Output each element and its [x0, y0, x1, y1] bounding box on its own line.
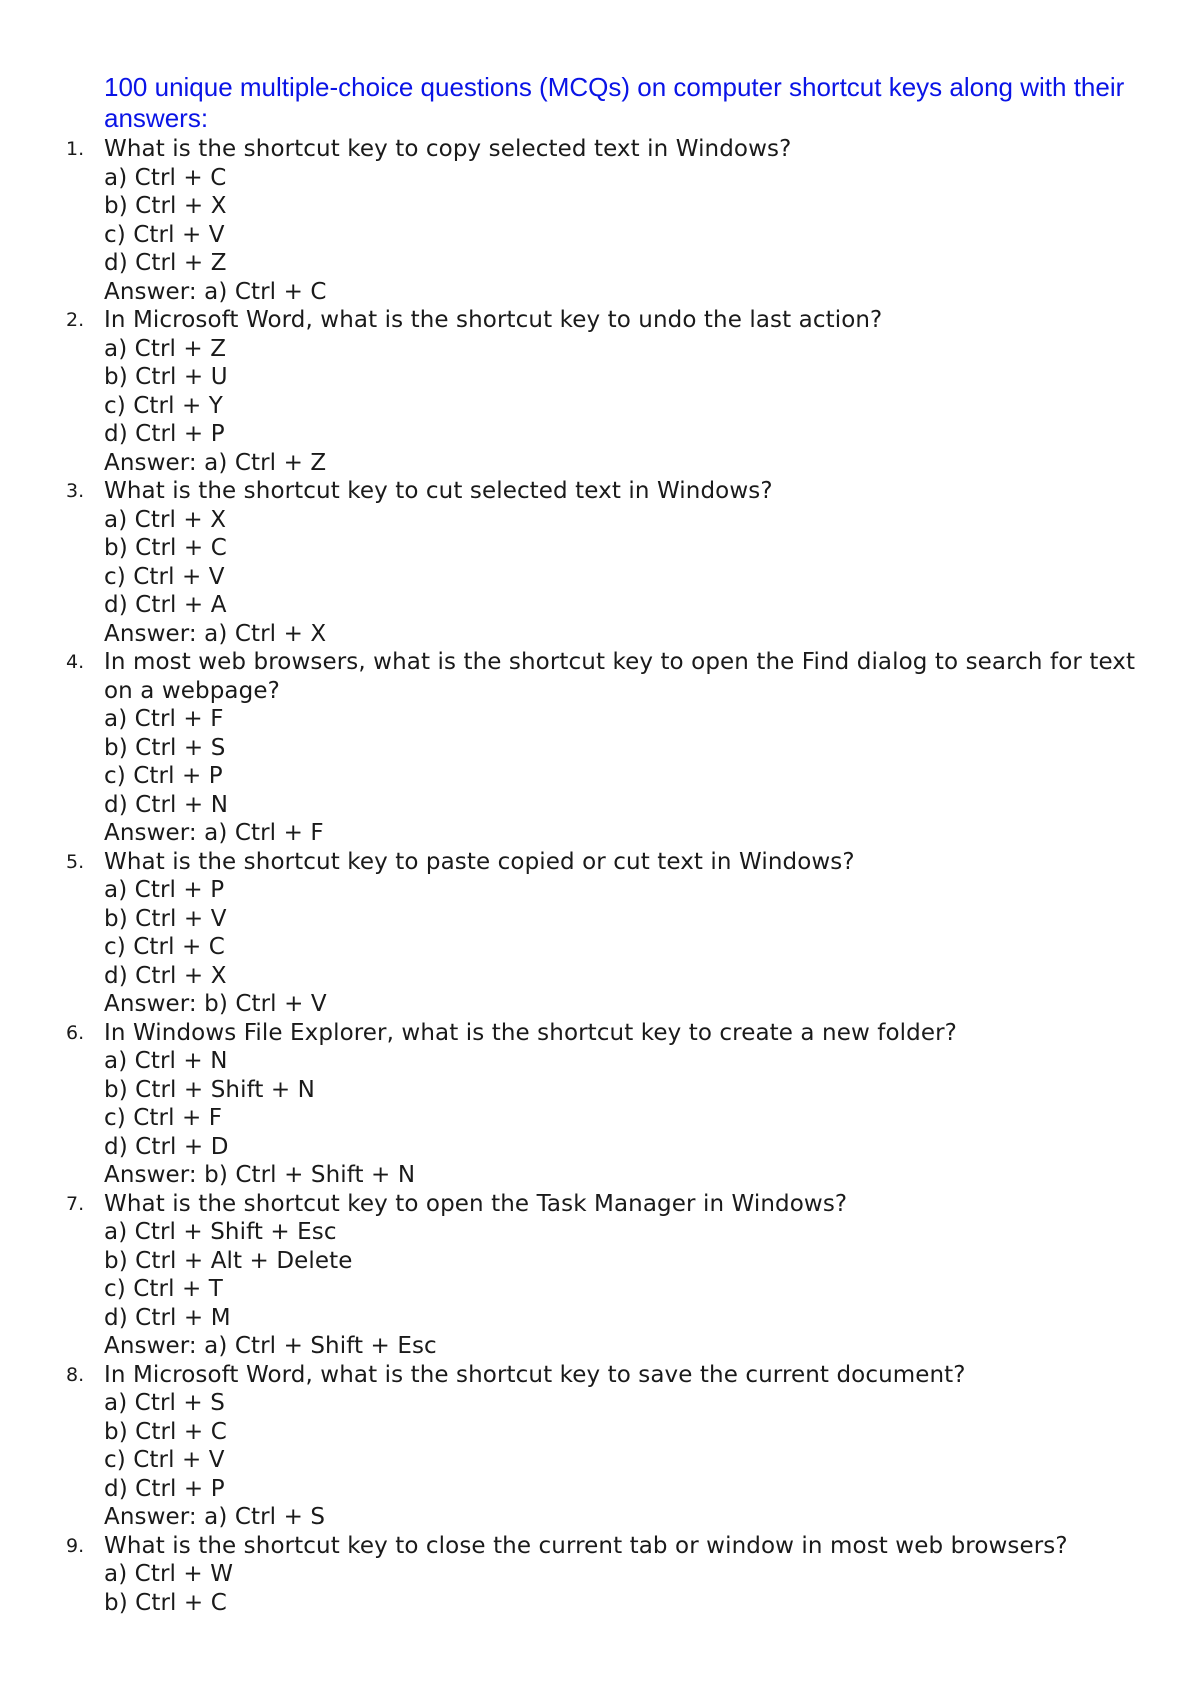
- option-b: b) Ctrl + X: [104, 193, 227, 219]
- question-item: [0, 648, 1144, 848]
- question-number: 3.: [66, 480, 85, 502]
- option-d: d) Ctrl + X: [104, 962, 227, 989]
- answer-line: Answer: a) Ctrl + C: [104, 278, 327, 305]
- option-c: c) Ctrl + V: [104, 221, 225, 248]
- question-item: [0, 1361, 1144, 1532]
- option-a: a) Ctrl + W: [104, 1561, 234, 1587]
- question-number: 7.: [66, 1192, 85, 1215]
- option-b: b) Ctrl + C: [104, 535, 227, 561]
- question-item: [0, 1019, 1144, 1190]
- question-item: [0, 477, 1144, 648]
- question-text: What is the shortcut key to close the current tab or window in most web browsers?: [104, 1532, 1068, 1559]
- question-number: 1.: [66, 138, 85, 160]
- option-b: b) Ctrl + S: [104, 734, 226, 761]
- question-text: In most web browsers, what is the shortcut key to open the Find dialog to search for text on a webpage?: [104, 649, 1136, 704]
- question-item: [0, 1190, 1144, 1361]
- option-a: a) Ctrl + N: [104, 1048, 228, 1074]
- question-text: In Microsoft Word, what is the shortcut key to save the current document?: [104, 1361, 966, 1388]
- option-a: a) Ctrl + Z: [104, 335, 227, 362]
- option-d: d) Ctrl + A: [104, 592, 227, 618]
- question-text: What is the shortcut key to copy selected text in Windows?: [104, 136, 792, 162]
- answer-line: Answer: b) Ctrl + Shift + N: [104, 1162, 416, 1188]
- question-number: 4.: [66, 651, 85, 673]
- option-c: c) Ctrl + V: [104, 563, 225, 590]
- question-item: [0, 1532, 1144, 1618]
- question-number: 2.: [66, 309, 85, 331]
- question-text: What is the shortcut key to paste copied or cut text in Windows?: [104, 848, 855, 875]
- answer-line: Answer: a) Ctrl + S: [104, 1504, 326, 1530]
- option-d: d) Ctrl + N: [104, 791, 229, 818]
- answer-line: Answer: a) Ctrl + X: [104, 620, 327, 647]
- question-list: [0, 135, 1200, 1617]
- option-d: d) Ctrl + Z: [104, 250, 227, 276]
- option-d: d) Ctrl + P: [104, 1475, 225, 1502]
- option-c: c) Ctrl + F: [104, 1105, 223, 1131]
- option-c: c) Ctrl + P: [104, 763, 223, 789]
- option-b: b) Ctrl + U: [104, 364, 228, 390]
- option-b: b) Ctrl + V: [104, 905, 227, 932]
- option-c: c) Ctrl + Y: [104, 392, 223, 419]
- option-a: a) Ctrl + F: [104, 706, 224, 732]
- option-b: b) Ctrl + C: [104, 1418, 227, 1445]
- answer-line: Answer: b) Ctrl + V: [104, 991, 327, 1017]
- question-text: What is the shortcut key to open the Task Manager in Windows?: [104, 1190, 848, 1217]
- question-number: 9.: [66, 1534, 85, 1557]
- question-number: 5.: [66, 850, 85, 873]
- document-title: 100 unique multiple-choice questions (MCQs) on computer shortcut keys along with their answers:: [104, 72, 1125, 133]
- option-d: d) Ctrl + D: [104, 1133, 229, 1160]
- option-b: b) Ctrl + C: [104, 1589, 227, 1616]
- question-text: What is the shortcut key to cut selected text in Windows?: [104, 478, 773, 504]
- option-d: d) Ctrl + P: [104, 421, 225, 447]
- option-b: b) Ctrl + Alt + Delete: [104, 1247, 353, 1274]
- question-item: [0, 135, 1144, 306]
- answer-line: Answer: a) Ctrl + F: [104, 820, 324, 846]
- option-c: c) Ctrl + C: [104, 934, 225, 960]
- option-a: a) Ctrl + P: [104, 877, 225, 903]
- option-a: a) Ctrl + Shift + Esc: [104, 1219, 337, 1245]
- question-number: 6.: [66, 1021, 85, 1044]
- question-number: 8.: [66, 1363, 85, 1386]
- option-c: c) Ctrl + T: [104, 1276, 223, 1302]
- option-c: c) Ctrl + V: [104, 1447, 225, 1473]
- answer-line: Answer: a) Ctrl + Shift + Esc: [104, 1333, 437, 1359]
- option-a: a) Ctrl + C: [104, 164, 227, 191]
- option-b: b) Ctrl + Shift + N: [104, 1076, 315, 1103]
- question-item: [0, 848, 1144, 1019]
- question-text: In Windows File Explorer, what is the shortcut key to create a new folder?: [104, 1019, 957, 1046]
- option-d: d) Ctrl + M: [104, 1304, 231, 1331]
- question-item: [0, 306, 1144, 477]
- option-a: a) Ctrl + S: [104, 1390, 225, 1416]
- answer-line: Answer: a) Ctrl + Z: [104, 449, 327, 476]
- question-text: In Microsoft Word, what is the shortcut key to undo the last action?: [104, 307, 883, 333]
- option-a: a) Ctrl + X: [104, 506, 227, 533]
